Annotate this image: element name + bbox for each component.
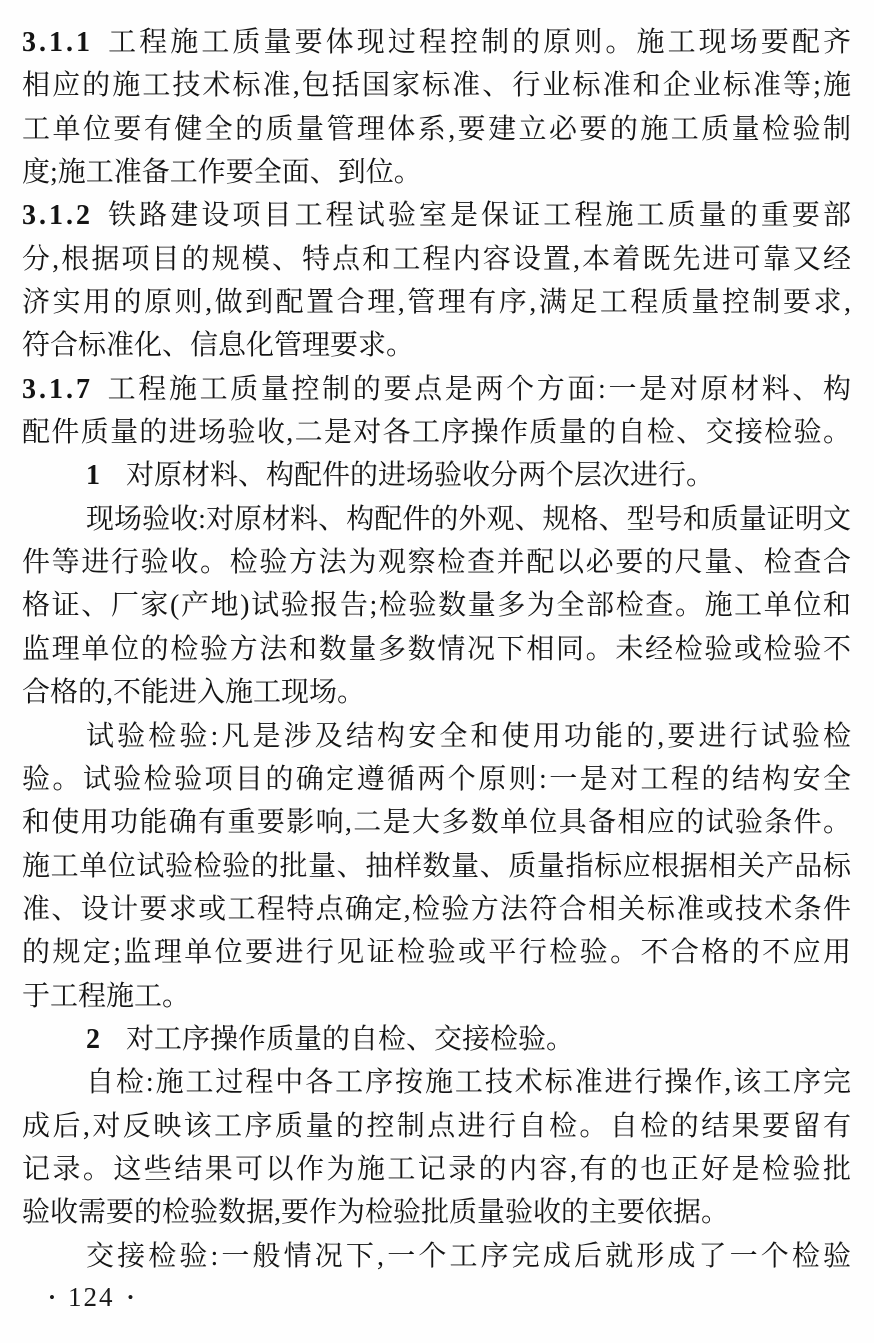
footer-left-dot: •: [49, 1288, 55, 1307]
line-text: 格证、厂家(产地)试验报告;检验数量多为全部检查。施工单位和: [22, 590, 851, 622]
page-number: 124: [67, 1282, 115, 1312]
line-text: 和使用功能确有重要影响,二是大多数单位具备相应的试验条件。: [22, 807, 851, 839]
text-line: [22, 108, 851, 151]
text-line: [22, 541, 851, 584]
line-text: 的规定;监理单位要进行见证检验或平行检验。不合格的不应用: [22, 937, 851, 969]
text-line: [22, 64, 851, 107]
line-text: 成后,对反映该工序质量的控制点进行自检。自检的结果要留有: [22, 1110, 851, 1142]
line-text: 记录。这些结果可以作为施工记录的内容,有的也正好是检验批: [22, 1153, 851, 1185]
page-footer: [49, 1281, 133, 1314]
text-line: [22, 498, 851, 541]
text-line: [22, 1018, 851, 1061]
text-line: [22, 21, 851, 64]
line-text: 铁路建设项目工程试验室是保证工程施工质量的重要部: [105, 200, 851, 232]
text-line: [22, 758, 851, 801]
line-text: 工单位要有健全的质量管理体系,要建立必要的施工质量检验制: [22, 113, 851, 145]
text-line: [22, 324, 851, 367]
text-line: [22, 194, 851, 237]
line-text: 符合标准化、信息化管理要求。: [22, 330, 415, 362]
line-text: 准、设计要求或工程特点确定,检验方法符合相关标准或技术条件: [22, 893, 851, 925]
line-text: 工程施工质量控制的要点是两个方面:一是对原材料、构: [105, 373, 851, 405]
section-number: 3.1.2: [22, 200, 93, 232]
text-line: [22, 715, 851, 758]
text-line: [22, 801, 851, 844]
text-line: [22, 1148, 851, 1191]
text-line: [22, 584, 851, 627]
text-line: [22, 281, 851, 324]
text-line: [22, 368, 851, 411]
text-line: [22, 931, 851, 974]
line-text: 对工序操作质量的自检、交接检验。: [126, 1023, 575, 1055]
text-line: [22, 845, 851, 888]
line-text: 于工程施工。: [22, 980, 191, 1012]
text-line: [22, 238, 851, 281]
line-text: 交接检验:一般情况下,一个工序完成后就形成了一个检验: [86, 1240, 851, 1272]
line-text: 试验检验:凡是涉及结构安全和使用功能的,要进行试验检: [86, 720, 851, 752]
section-number: 3.1.7: [22, 373, 93, 405]
line-text: 对原材料、构配件的进场验收分两个层次进行。: [126, 460, 715, 492]
line-text: 现场验收:对原材料、构配件的外观、规格、型号和质量证明文: [86, 503, 851, 535]
line-text: 工程施工质量要体现过程控制的原则。施工现场要配齐: [105, 27, 851, 58]
line-text: 合格的,不能进入施工现场。: [22, 677, 366, 709]
line-text: 配件质量的进场验收,二是对各工序操作质量的自检、交接检验。: [22, 417, 851, 449]
item-number: 1: [86, 460, 100, 492]
line-text: 验收需要的检验数据,要作为检验批质量验收的主要依据。: [22, 1197, 730, 1229]
line-text: 济实用的原则,做到配置合理,管理有序,满足工程质量控制要求,: [22, 287, 851, 319]
line-text: 件等进行验收。检验方法为观察检查并配以必要的尺量、检查合: [22, 547, 851, 579]
line-text: 相应的施工技术标准,包括国家标准、行业标准和企业标准等;施: [22, 70, 851, 102]
line-text: 施工单位试验检验的批量、抽样数量、质量指标应根据相关产品标: [22, 850, 851, 882]
line-text: 验。试验检验项目的确定遵循两个原则:一是对工程的结构安全: [22, 763, 851, 795]
text-line: [22, 1235, 851, 1278]
footer-right-dot: •: [127, 1288, 134, 1307]
text-line: [22, 411, 851, 454]
section-number: 3.1.1: [22, 27, 93, 58]
line-text: 度;施工准备工作要全面、到位。: [22, 157, 422, 189]
text-line: [22, 454, 851, 497]
text-line: [22, 888, 851, 931]
text-line: [22, 1191, 851, 1234]
text-line: [22, 671, 851, 714]
line-text: 分,根据项目的规模、特点和工程内容设置,本着既先进可靠又经: [22, 243, 851, 275]
text-line: [22, 1061, 851, 1104]
line-text: 监理单位的检验方法和数量多数情况下相同。未经检验或检验不: [22, 633, 851, 665]
text-line: [22, 975, 851, 1018]
text-lines: [22, 21, 851, 1278]
item-number: 2: [86, 1023, 100, 1055]
text-line: [22, 1105, 851, 1148]
text-line: [22, 151, 851, 194]
line-text: 自检:施工过程中各工序按施工技术标准进行操作,该工序完: [86, 1067, 851, 1099]
text-line: [22, 628, 851, 671]
